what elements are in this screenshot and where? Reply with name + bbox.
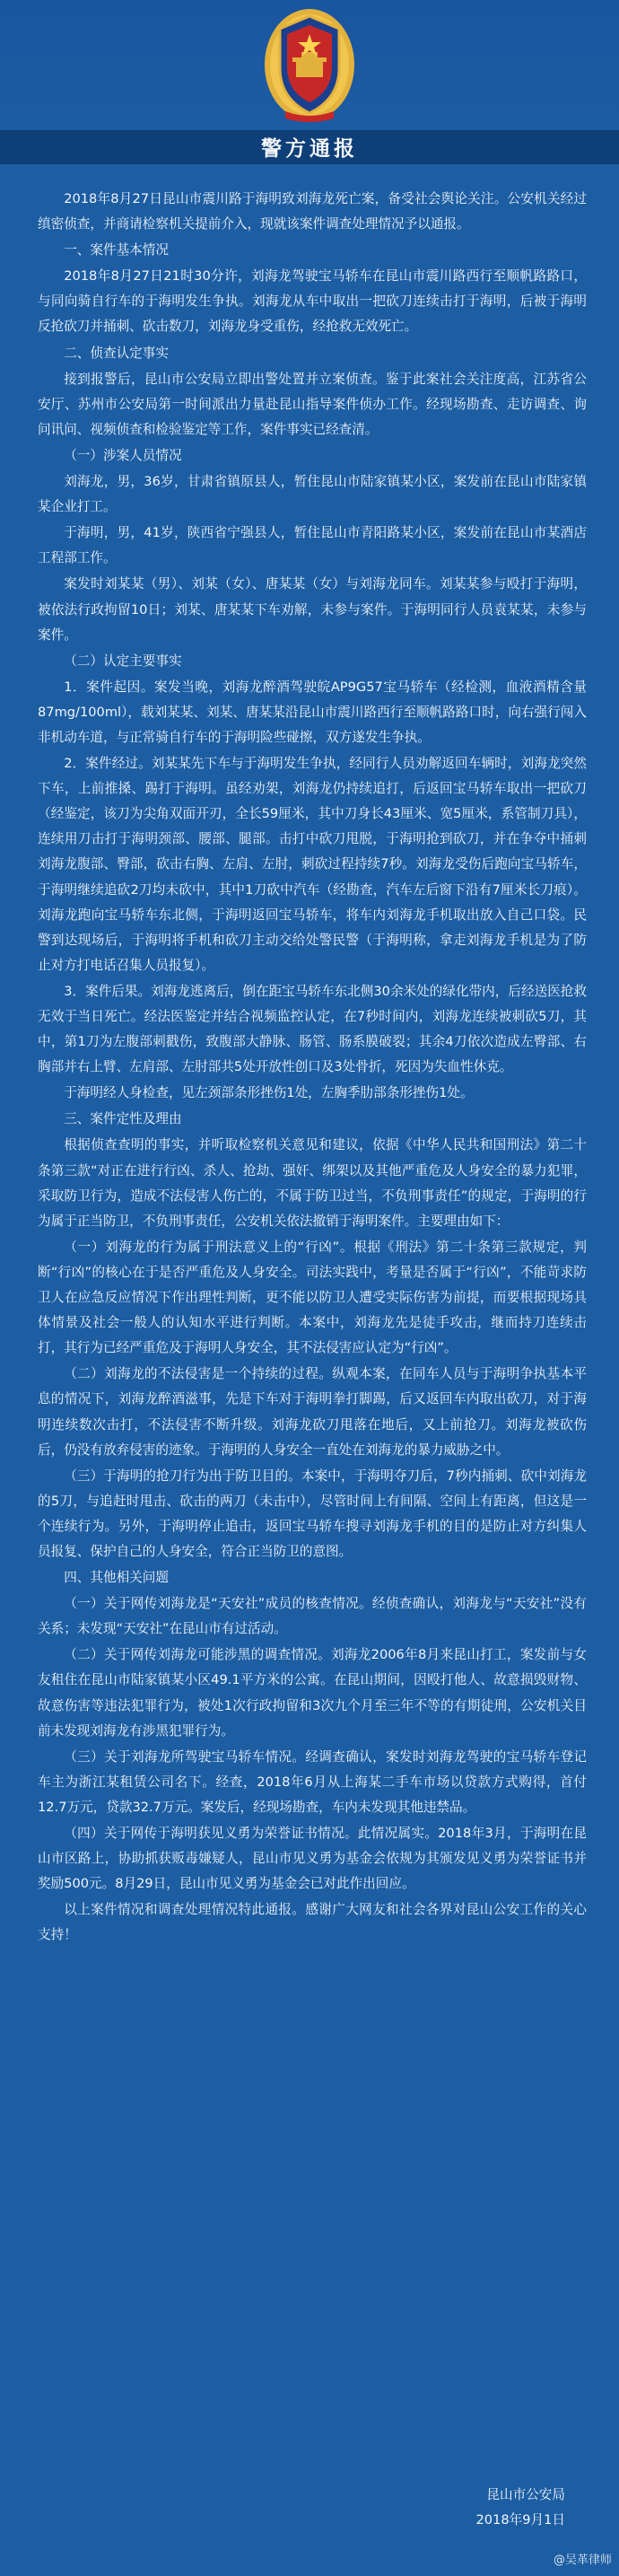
weibo-watermark: @吴革律师: [553, 2554, 612, 2567]
paragraph: （四）关于网传于海明获见义勇为荣誉证书情况。此情况属实。2018年3月，于海明在昆山市区路上，协助抓获贩毒嫌疑人，昆山市见义勇为基金会依规为其颁发见义勇为荣誉证书并奖励500元。8月29日，昆山市见义勇为基金会已对此作出回应。: [38, 1826, 587, 1892]
issue-date: 2018年9月1日: [475, 2512, 565, 2528]
paragraph: 2018年8月27日21时30分许，刘海龙驾驶宝马轿车在昆山市震川路西行至顺帆路路口，与同向骑自行车的于海明发生争执。刘海龙从车中取出一把砍刀连续击打于海明，后被于海明反抢砍刀并捅刺、砍击数刀，刘海龙身受重伤，经抢救无效死亡。: [38, 268, 587, 335]
section-heading: 四、其他相关问题: [64, 1570, 169, 1586]
paragraph: （一）关于网传刘海龙是“天安社”成员的核查情况。经侦查确认，刘海龙与“天安社”没有关系；未发现“天安社”在昆山市有过活动。: [38, 1596, 587, 1637]
section-heading: 一、案件基本情况: [64, 242, 169, 258]
signature-block: [476, 2483, 566, 2533]
paragraph: 以上案件情况和调查处理情况特此通报。感谢广大网友和社会各界对昆山公安工作的关心支持！: [38, 1902, 587, 1943]
paragraph: 2018年8月27日昆山市震川路于海明致刘海龙死亡案，备受社会舆论关注。公安机关经过缜密侦查，并商请检察机关提前介入，现就该案件调查处理情况予以通报。: [38, 191, 587, 232]
paragraph: （三）于海明的抢刀行为出于防卫目的。本案中，于海明夺刀后，7秒内捅刺、砍中刘海龙的5刀，与追赶时甩击、砍击的两刀（未击中），尽管时间上有间隔、空间上有距离，但这是一个连续行为。另外，于海明停止追击，返回宝马轿车搜寻刘海龙手机的目的是防止对方纠集人员报复、保护自己的人身安全，符合正当防卫的意图。: [38, 1468, 587, 1559]
paragraph: 3．案件后果。刘海龙逃离后，倒在距宝马轿车东北侧30余米处的绿化带内，后经送医抢救无效于当日死亡。经法医鉴定并结合视频监控认定，在7秒时间内，刘海龙连续被刺砍5刀，其中，第1刀为左腹部刺戳伤，致腹部大静脉、肠管、肠系膜破裂；其余4刀依次造成左臀部、右胸部并右上臂、左肩部、左肘部共5处开放性创口及3处骨折，死因为失血性休克。: [38, 983, 587, 1075]
issuer: 昆山市公安局: [486, 2487, 565, 2502]
paragraph: 2．案件经过。刘某某先下车与于海明发生争执，经同行人员劝解返回车辆时，刘海龙突然下车，上前推搡、踢打于海明。虽经劝架，刘海龙仍持续追打，后返回宝马轿车取出一把砍刀（经鉴定，该刀为尖角双面开刃，全长59厘米，其中刀身长43厘米、宽5厘米，系管制刀具），连续用刀击打于海明颈部、腰部、腿部。击打中砍刀甩脱，于海明抢到砍刀，并在争夺中捅刺刘海龙腹部、臀部，砍击右胸、左肩、左肘，刺砍过程持续7秒。刘海龙受伤后跑向宝马轿车，于海明继续追砍2刀均未砍中，其中1刀砍中汽车（经勘查，汽车左后窗下沿有7厘米长刀痕）。刘海龙跑向宝马轿车东北侧，于海明返回宝马轿车，将车内刘海龙手机取出放入自己口袋。民警到达现场后，于海明将手机和砍刀主动交给处警民警（于海明称，拿走刘海龙手机是为了防止对方打电话召集人员报复）。: [38, 756, 587, 973]
subsection-heading: （二）认定主要事实: [64, 653, 182, 669]
police-emblem-icon: [262, 5, 357, 124]
paragraph: （二）刘海龙的不法侵害是一个持续的过程。纵观本案，在同车人员与于海明争执基本平息的情况下，刘海龙醉酒滋事，先是下车对于海明拳打脚踢，后又返回车内取出砍刀，对于海明连续数次击打，不法侵害不断升级。刘海龙砍刀甩落在地后，又上前抢刀。刘海龙被砍伤后，仍没有放弃侵害的迹象。于海明的人身安全一直处在刘海龙的暴力威胁之中。: [38, 1366, 587, 1458]
paragraph: 案发时刘某某（男）、刘某（女）、唐某某（女）与刘海龙同车。刘某某参与殴打于海明，被依法行政拘留10日；刘某、唐某某下车劝解，未参与案件。于海明同行人员袁某某，未参与案件。: [38, 576, 587, 643]
section-heading: 三、案件定性及理由: [64, 1111, 182, 1127]
paragraph: 根据侦查查明的事实，并听取检察机关意见和建议，依据《中华人民共和国刑法》第二十条第三款“对正在进行行凶、杀人、抢劫、强奸、绑架以及其他严重危及人身安全的暴力犯罪，采取防卫行为，造成不法侵害人伤亡的，不属于防卫过当，不负刑事责任”的规定，于海明的行为属于正当防卫，不负刑事责任，公安机关依法撤销于海明案件。主要理由如下：: [38, 1137, 587, 1229]
paragraph: 接到报警后，昆山市公安局立即出警处置并立案侦查。鉴于此案社会关注度高，江苏省公安厅、苏州市公安局第一时间派出力量赴昆山指导案件侦办工作。经现场勘查、走访调查、询问讯问、视频侦查和检验鉴定等工作，案件事实已经查清。: [38, 371, 587, 437]
notice-body: [38, 187, 587, 1949]
paragraph: 于海明，男，41岁，陕西省宁强县人，暂住昆山市青阳路某小区，案发前在昆山市某酒店工程部工作。: [38, 525, 587, 566]
page-title: 警方通报: [261, 137, 358, 161]
paragraph: （三）关于刘海龙所驾驶宝马轿车情况。经调查确认，案发时刘海龙驾驶的宝马轿车登记车主为浙江某租赁公司名下。经查，2018年6月从上海某二手车市场以贷款方式购得，首付12.7万元，贷款32.7万元。案发后，经现场勘查，车内未发现其他违禁品。: [38, 1748, 587, 1815]
paragraph: 刘海龙，男，36岁，甘肃省镇原县人，暂住昆山市陆家镇某小区，案发前在昆山市陆家镇某企业打工。: [38, 474, 587, 515]
header-banner: [0, 0, 619, 166]
paragraph: （一）刘海龙的行为属于刑法意义上的“行凶”。根据《刑法》第二十条第三款规定，判断“行凶”的核心在于是否严重危及人身安全。司法实践中，考量是否属于“行凶”，不能苛求防卫人在应急反应情况下作出理性判断，更不能以防卫人遭受实际伤害为前提，而要根据现场具体情景及社会一般人的认知水平进行判断。本案中，刘海龙先是徒手攻击，继而持刀连续击打，其行为已经严重危及于海明人身安全，其不法侵害应认定为“行凶”。: [38, 1239, 587, 1356]
subsection-heading: （一）涉案人员情况: [64, 447, 182, 463]
paragraph: 1．案件起因。案发当晚，刘海龙醉酒驾驶皖AP9G57宝马轿车（经检测，血液酒精含量87mg/100ml），载刘某某、刘某、唐某某沿昆山市震川路西行至顺帆路路口时，向右强行闯入非机动车道，与正常骑自行车的于海明险些碰擦，双方遂发生争执。: [38, 679, 587, 745]
section-heading: 二、侦查认定事实: [64, 345, 169, 361]
paragraph: 于海明经人身检查，见左颈部条形挫伤1处，左胸季肋部条形挫伤1处。: [64, 1085, 474, 1101]
paragraph: （二）关于网传刘海龙可能涉黑的调查情况。刘海龙2006年8月来昆山打工，案发前与女友租住在昆山市陆家镇某小区49.1平方米的公寓。在昆山期间，因殴打他人、故意损毁财物、故意伤害等违法犯罪行为，被处1次行政拘留和3次九个月至三年不等的有期徒刑，公安机关目前未发现刘海龙有涉黑犯罪行为。: [38, 1647, 587, 1739]
